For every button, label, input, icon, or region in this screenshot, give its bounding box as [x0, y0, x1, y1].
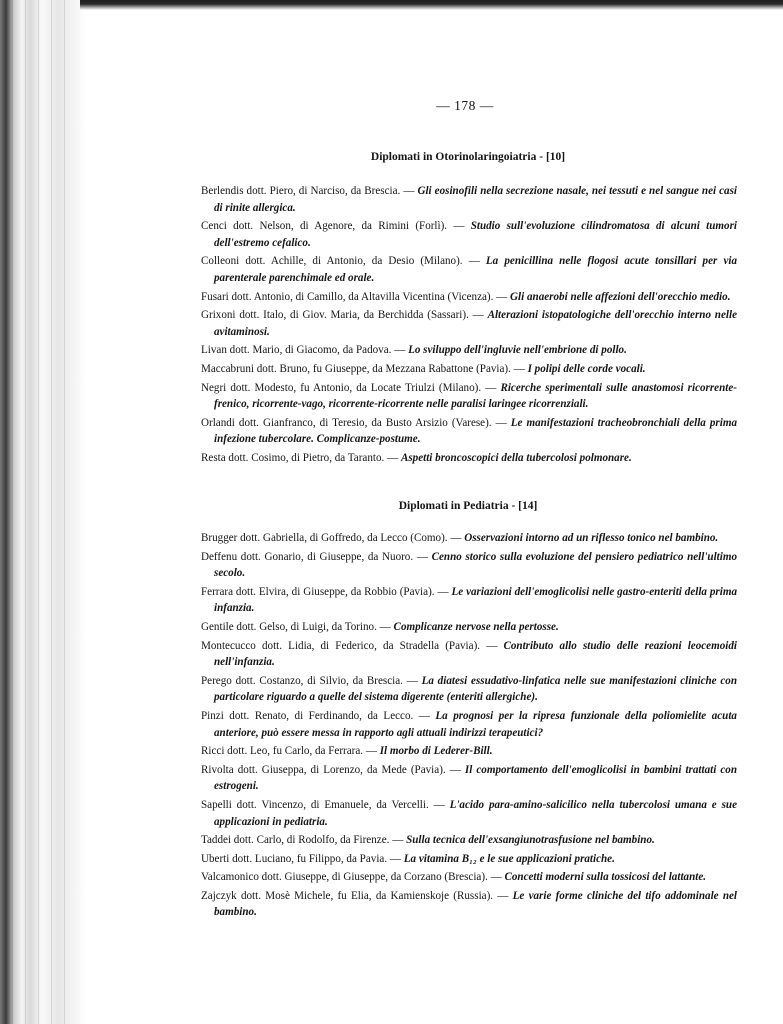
entry-separator: —	[472, 309, 484, 322]
list-item	[201, 183, 737, 216]
entry-thesis-title: La prognosi per la ripresa funzionale della poliomielite acuta anteriore, può essere messa in rapporto agli attuali indirizzi terapeutici?	[214, 709, 737, 739]
entry-thesis-title: Studio sull'evoluzione cilindromatosa di alcuni tumori dell'estremo cefalico.	[214, 220, 737, 249]
entry-author: Ricci dott. Leo, fu Carlo, da Ferrara.	[201, 745, 364, 758]
entry-author: Orlandi dott. Gianfranco, di Teresio, da Busto Arsizio (Varese).	[201, 416, 492, 429]
entry-thesis-title: Il morbo di Lederer-Bill.	[379, 745, 493, 758]
entry-author: Montecucco dott. Lidia, di Federico, da Stradella (Pavia).	[201, 639, 481, 652]
entry-author: Sapelli dott. Vincenzo, di Emanuele, da Vercelli.	[201, 798, 429, 811]
entry-author: Perego dott. Costanzo, di Silvio, da Brescia.	[201, 674, 403, 687]
entry-separator: —	[485, 381, 497, 394]
entry-separator: —	[513, 362, 525, 375]
entry-separator: —	[490, 871, 502, 884]
entry-separator: —	[387, 451, 399, 464]
list-item	[201, 708, 737, 741]
entry-separator: —	[379, 620, 391, 633]
entry-thesis-title: Le varie forme cliniche del tifo addominale nel bambino.	[214, 889, 738, 919]
entry-separator: —	[449, 763, 461, 776]
list-item	[201, 253, 737, 286]
entry-list-pediatria	[201, 530, 737, 923]
list-item	[201, 530, 737, 547]
scan-top-edge	[80, 0, 783, 10]
entry-thesis-title: Concetti moderni sulla tossicosi del lattante.	[504, 871, 707, 884]
entry-separator: —	[392, 834, 404, 847]
entry-separator: —	[389, 852, 401, 865]
entry-author: Maccabruni dott. Bruno, fu Giuseppe, da Mezzana Rabattone (Pavia).	[201, 362, 511, 375]
entry-separator: —	[403, 185, 415, 197]
entry-thesis-title: L'acido para-amino-salicilico nella tubercolosi umana e sue applicazioni in pediatria.	[214, 798, 737, 828]
entry-author: Taddei dott. Carlo, di Rodolfo, da Firenze.	[201, 834, 390, 847]
entry-author: Grixoni dott. Italo, di Giov. Maria, da Berchidda (Sassari).	[201, 309, 469, 322]
entry-thesis-title: Le variazioni dell'emoglicolisi nelle gastro-enteriti della prima infanzia.	[214, 585, 738, 615]
entry-thesis-title: Il comportamento dell'emoglicolisi in bambini trattati con estrogeni.	[214, 763, 737, 793]
list-item	[201, 832, 737, 849]
list-item	[201, 888, 737, 921]
list-item	[201, 415, 737, 448]
entry-author: Uberti dott. Luciano, fu Filippo, da Pavia.	[201, 852, 388, 865]
entry-thesis-title: Gli eosinofili nella secrezione nasale, nei tessuti e nel sangue nei casi di rinite allergica.	[214, 185, 737, 214]
entry-thesis-title: La penicillina nelle flogosi acute tonsillari per via parenterale parenchimale ed orale.	[214, 255, 738, 284]
entry-separator: —	[496, 290, 508, 303]
list-item	[201, 619, 737, 636]
entry-author: Deffenu dott. Gonario, di Giuseppe, da Nuoro.	[201, 550, 414, 563]
list-item	[201, 638, 737, 671]
entry-thesis-title: La vitamina B₁₂ e le sue applicazioni pratiche.	[403, 852, 615, 865]
entry-separator: —	[437, 585, 449, 598]
entry-author: Negri dott. Modesto, fu Antonio, da Locate Triulzi (Milano).	[201, 381, 482, 394]
list-item	[201, 549, 737, 582]
list-item	[201, 851, 737, 868]
entry-separator: —	[394, 344, 406, 357]
entry-author: Brugger dott. Gabriella, di Goffredo, da Lecco (Como).	[201, 532, 448, 544]
list-item	[201, 673, 737, 706]
list-item	[201, 797, 737, 830]
entry-separator: —	[495, 416, 507, 429]
entry-author: Zajczyk dott. Mosè Michele, fu Elia, da Kamienskoje (Russia).	[201, 889, 494, 902]
entry-thesis-title: Ricerche sperimentali sulle anastomosi ricorrente-frenico, ricorrente-vago, ricorrente-ricorrente nelle paralisi laringee ricorrenziali.	[214, 381, 737, 411]
entry-thesis-title: I polipi delle corde vocali.	[527, 362, 646, 375]
entry-thesis-title: Complicanze nervose nella pertosse.	[393, 620, 559, 633]
section-heading-otorinolaringoiatria: Diplomati in Otorinolaringoiatria - [10]	[370, 151, 566, 163]
entry-author: Fusari dott. Antonio, di Camillo, da Altavilla Vicentina (Vicenza).	[201, 290, 494, 303]
entry-author: Colleoni dott. Achille, di Antonio, da Desio (Milano).	[201, 255, 463, 268]
list-item	[201, 289, 737, 306]
entry-separator: —	[416, 550, 428, 563]
entry-separator: —	[365, 745, 377, 758]
list-item	[201, 307, 737, 340]
entry-separator: —	[453, 220, 465, 233]
list-item	[201, 361, 737, 378]
entry-separator: —	[450, 532, 462, 544]
entry-thesis-title: La diatesi essudativo-linfatica nelle sue manifestazioni cliniche con particolare riguardo a quelle del sistema digerente (enteriti allergiche).	[214, 674, 738, 704]
list-item	[201, 218, 737, 251]
entry-thesis-title: Osservazioni intorno ad un riflesso tonico nel bambino.	[464, 532, 719, 544]
entry-author: Gentile dott. Gelso, di Luigi, da Torino.	[201, 620, 377, 633]
entry-thesis-title: Lo sviluppo dell'ingluvie nell'embrione di pollo.	[408, 344, 627, 357]
entry-separator: —	[468, 255, 480, 268]
list-item	[201, 762, 737, 795]
entry-thesis-title: Gli anaerobi nelle affezioni dell'orecchio medio.	[510, 290, 731, 303]
entry-thesis-title: Contributo allo studio delle reazioni leocemoidi nell'infanzia.	[214, 639, 737, 669]
entry-author: Berlendis dott. Piero, di Narciso, da Brescia.	[201, 185, 401, 197]
entry-author: Cenci dott. Nelson, di Agenore, da Rimini (Forlì).	[201, 220, 448, 233]
entry-separator: —	[486, 639, 498, 652]
entry-author: Resta dott. Cosimo, di Pietro, da Taranto.	[201, 451, 385, 464]
entry-author: Livan dott. Mario, di Giacomo, da Padova.	[201, 344, 392, 357]
list-item	[201, 584, 737, 617]
list-item	[201, 743, 737, 760]
list-item	[201, 342, 737, 359]
entry-separator: —	[497, 889, 509, 902]
entry-author: Valcamonico dott. Giuseppe, di Giuseppe, da Corzano (Brescia).	[201, 871, 488, 884]
entry-author: Ferrara dott. Elvira, di Giuseppe, da Robbio (Pavia).	[201, 585, 435, 598]
page-number: — 178 —	[436, 98, 494, 113]
entry-separator: —	[433, 798, 445, 811]
entry-thesis-title: Aspetti broncoscopici della tubercolosi polmonare.	[400, 451, 632, 464]
entry-author: Pinzi dott. Renato, di Ferdinando, da Lecco.	[201, 709, 414, 722]
list-item	[201, 450, 737, 467]
list-item	[201, 869, 737, 886]
entry-thesis-title: Alterazioni istopatologiche dell'orecchio interno nelle avitaminosi.	[214, 309, 737, 338]
entry-thesis-title: Le manifestazioni tracheobronchiali della prima infezione tubercolare. Complicanze-postume.	[214, 416, 737, 446]
entry-separator: —	[406, 674, 418, 687]
entry-thesis-title: Cenno storico sulla evoluzione del pensiero pediatrico nell'ultimo secolo.	[214, 550, 738, 580]
entry-author: Rivolta dott. Giuseppa, di Lorenzo, da Mede (Pavia).	[201, 763, 446, 776]
list-item	[201, 380, 737, 413]
section-heading-pediatria: Diplomati in Pediatria - [14]	[398, 500, 538, 512]
entry-thesis-title: Sulla tecnica dell'exsangiunotrasfusione nel bambino.	[406, 834, 655, 847]
entry-separator: —	[418, 709, 430, 722]
entry-list-otorinolaringoiatria	[201, 183, 737, 469]
